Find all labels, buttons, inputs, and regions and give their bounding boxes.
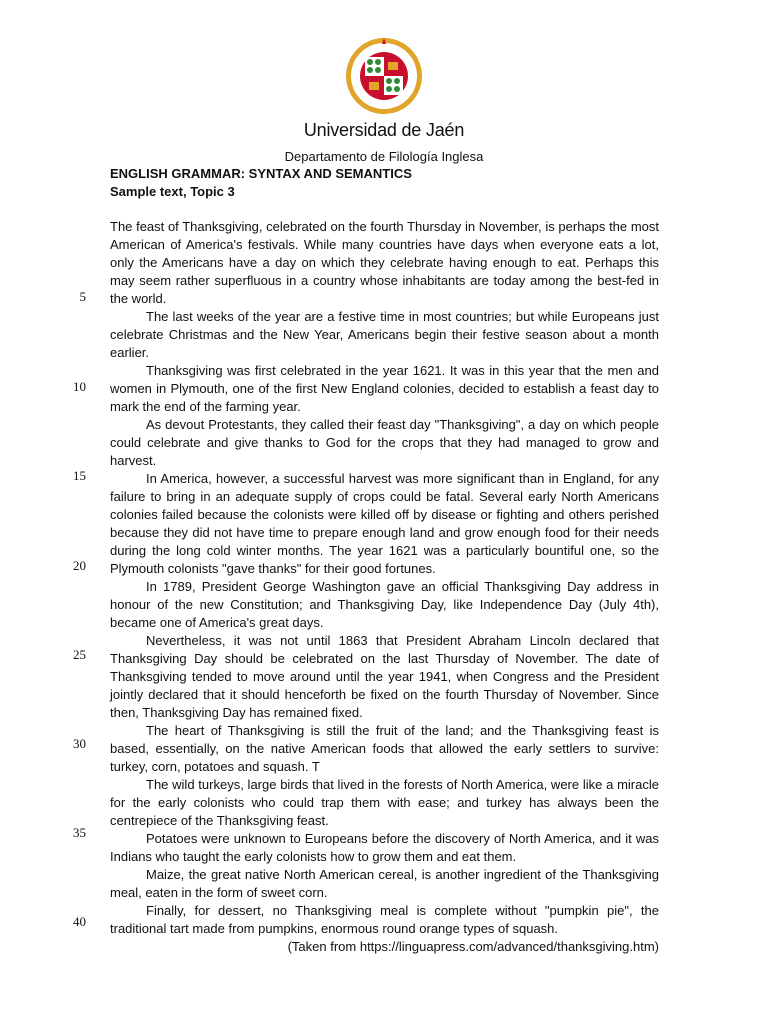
department-name: Departamento de Filología Inglesa [284, 149, 484, 164]
line-number: 40 [73, 914, 86, 929]
line-number: 15 [73, 468, 86, 483]
paragraph: In America, however, a successful harvest was more significant than in England, for any failure to bring in an adequate supply of crops could be fatal. Several early North Americans colonies failed because the colonists were killed off by disease or fighting and others perished because they did not have time to prepare enough land and grow enough food for their needs during the long cold winter months. The year 1621 was a particularly bountiful one, so the Plymouth colonists "gave thanks" for their good fortunes. [110, 471, 659, 576]
paragraph: Potatoes were unknown to Europeans before the discovery of North America, and it was Indians who taught the early colonists how to grow them and eat them. [110, 831, 659, 864]
course-title: ENGLISH GRAMMAR: SYNTAX AND SEMANTICS [110, 166, 412, 181]
line-number: 5 [79, 289, 86, 304]
university-seal-logo [344, 36, 424, 116]
paragraph: The last weeks of the year are a festive time in most countries; but while Europeans just celebrate Christmas and the New Year, Americans begin their festive season about a month earlier. [110, 309, 659, 360]
line-number: 25 [73, 647, 86, 662]
document-titles [110, 165, 412, 201]
line-number: 35 [73, 825, 86, 840]
paragraph: Thanksgiving was first celebrated in the year 1621. It was in this year that the men and women in Plymouth, one of the first New England colonies, decided to establish a feast day to mark the end of the farming year. [110, 363, 659, 414]
source-citation: (Taken from https://linguapress.com/advanced/thanksgiving.htm) [287, 939, 659, 954]
line-number: 30 [73, 736, 86, 751]
paragraph: In 1789, President George Washington gave an official Thanksgiving Day address in honour of the new Constitution; and Thanksgiving Day, like Independence Day (July 4th), became one of America's great days. [110, 579, 659, 630]
paragraph: The feast of Thanksgiving, celebrated on the fourth Thursday in November, is perhaps the most American of America's festivals. While many countries have days when everyone eats a lot, only the Americans have a day on which they celebrate having enough to eat. Perhaps this may seem rather superfluous in a country whose inhabitants are today among the best-fed in the world. [110, 219, 659, 306]
paragraph: As devout Protestants, they called their feast day "Thanksgiving", a day on which people could celebrate and give thanks to God for the crops that they had managed to grow and harvest. [110, 417, 659, 468]
paragraph: Nevertheless, it was not until 1863 that President Abraham Lincoln declared that Thanksgiving Day should be celebrated on the last Thursday of November. The date of Thanksgiving tended to move around until the year 1941, when Congress and the President jointly declared that it should henceforth be fixed on the fourth Thursday of November. Since then, Thanksgiving Day has remained fixed. [110, 633, 659, 720]
line-number: 20 [73, 558, 86, 573]
paragraph: Maize, the great native North American cereal, is another ingredient of the Thanksgiving meal, eaten in the form of sweet corn. [110, 867, 659, 900]
document-header [0, 36, 768, 164]
document-subtitle: Sample text, Topic 3 [110, 184, 235, 199]
paragraph: The heart of Thanksgiving is still the fruit of the land; and the Thanksgiving feast is based, essentially, on the native American foods that allowed the early settlers to survive: turkey, corn, potatoes and squash. T [110, 723, 659, 774]
line-number: 10 [73, 379, 86, 394]
paragraph: Finally, for dessert, no Thanksgiving meal is complete without "pumpkin pie", the traditional tart made from pumpkins, enormous round orange types of squash. [110, 903, 659, 936]
paragraph: The wild turkeys, large birds that lived in the forests of North America, were like a miracle for the early colonists who could trap them with ease; and turkey has always been the centrepiece of the Thanksgiving feast. [110, 777, 659, 828]
document-body [110, 218, 659, 956]
university-name: Universidad de Jaén [303, 120, 465, 140]
